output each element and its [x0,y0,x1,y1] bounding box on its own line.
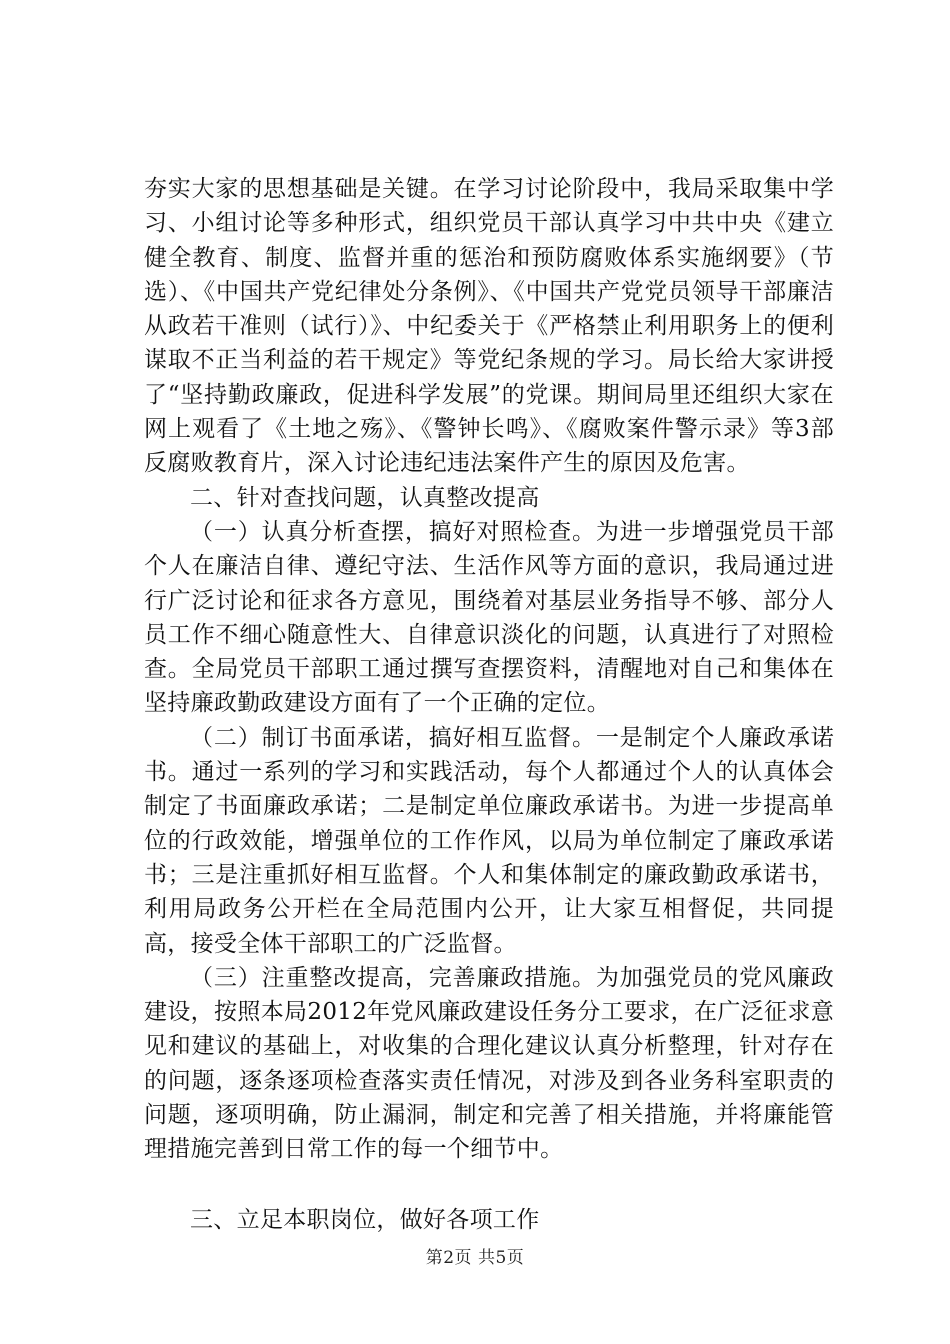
document-body [144,172,834,1237]
paragraph-continued: 夯实大家的思想基础是关键。在学习讨论阶段中，我局采取集中学习、小组讨论等多种形式，组织党员干部认真学习中共中央《建立健全教育、制度、监督并重的惩治和预防腐败体系实施纲要》（节选）、《中国共产党纪律处分条例》、《中国共产党党员领导干部廉洁从政若干准则（试行）》、中纪委关于《严格禁止利用职务上的便利谋取不正当利益的若干规定》等党纪条规的学习。局长给大家讲授了“坚持勤政廉政，促进科学发展”的党课。期间局里还组织大家在网上观看了《土地之殇》、《警钟长鸣》、《腐败案件警示录》等3部反腐败教育片，深入讨论违纪违法案件产生的原因及危害。 [144,176,834,477]
page-number-footer: 第2页 共5页 [425,1248,525,1268]
paragraph-item-2: （二）制订书面承诺，搞好相互监督。一是制定个人廉政承诺书。通过一系列的学习和实践活动，每个人都通过个人的认真体会制定了书面廉政承诺；二是制定单位廉政承诺书。为进一步提高单位的行政效能，增强单位的工作作风，以局为单位制定了廉政承诺书；三是注重抓好相互监督。个人和集体制定的廉政勤政承诺书，利用局政务公开栏在全局范围内公开，让大家互相督促，共同提高，接受全体干部职工的广泛监督。 [144,724,834,957]
paragraph-item-3: （三）注重整改提高，完善廉政措施。为加强党员的党风廉政建设，按照本局2012年党风廉政建设任务分工要求，在广泛征求意见和建议的基础上，对收集的合理化建议认真分析整理，针对存在的问题，逐条逐项检查落实责任情况，对涉及到各业务科室职责的问题，逐项明确，防止漏洞，制定和完善了相关措施，并将廉能管理措施完善到日常工作的每一个细节中。 [144,964,834,1163]
section-heading-2: 二、针对查找问题，认真整改提高 [190,484,540,511]
section-heading-3: 三、立足本职岗位，做好各项工作 [190,1206,540,1233]
paragraph-item-1: （一）认真分析查摆，搞好对照检查。为进一步增强党员干部个人在廉洁自律、遵纪守法、生活作风等方面的意识，我局通过进行广泛讨论和征求各方意见，围绕着对基层业务指导不够、部分人员工作不细心随意性大、自律意识淡化的问题，认真进行了对照检查。全局党员干部职工通过撰写查摆资料，清醒地对自己和集体在坚持廉政勤政建设方面有了一个正确的定位。 [144,518,834,717]
